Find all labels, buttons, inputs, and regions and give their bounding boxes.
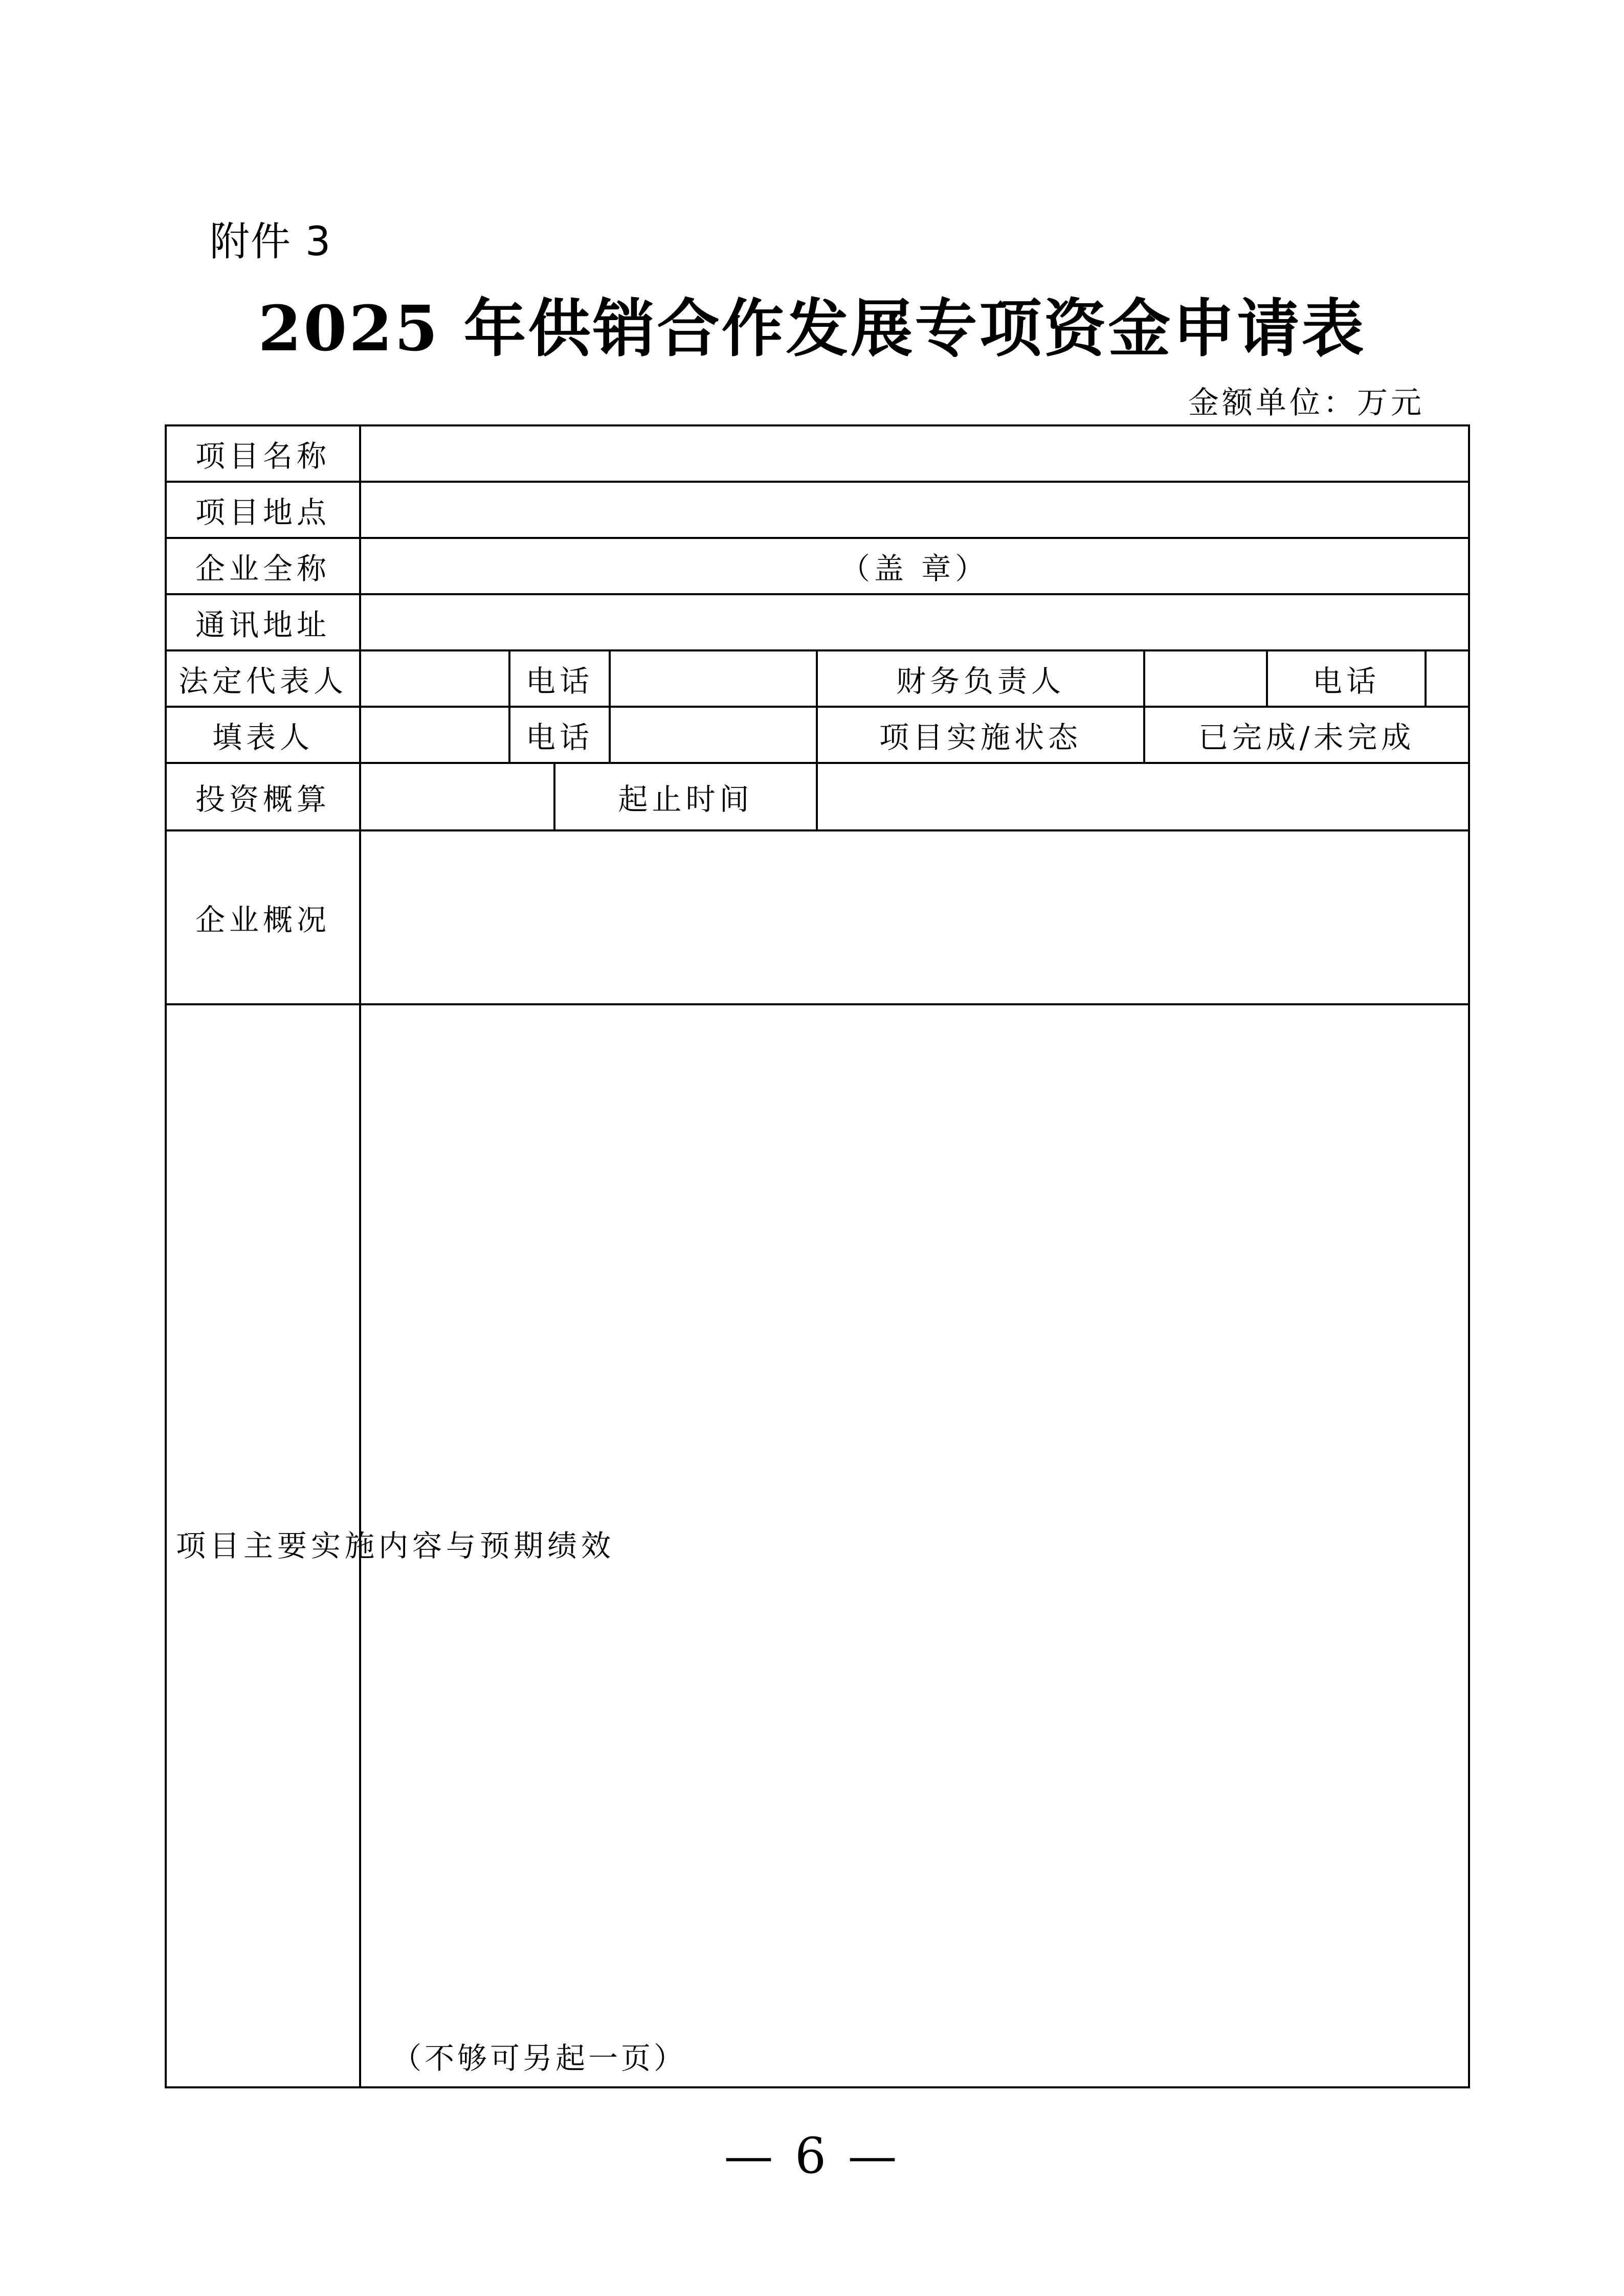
finance-head-label: 财务负责人	[817, 650, 1144, 707]
amount-unit: 金额单位：万元	[1188, 385, 1425, 421]
footnote: （不够可另起一页）	[392, 2041, 687, 2076]
row-investment	[166, 763, 1469, 830]
finance-head-field[interactable]	[1144, 650, 1267, 707]
company-name-field[interactable]: （盖 章）	[360, 538, 1469, 594]
legal-rep-field[interactable]	[360, 650, 509, 707]
attachment-label: 附件 3	[210, 219, 332, 265]
application-form-table	[165, 424, 1470, 2088]
row-company-name	[166, 538, 1469, 594]
investment-field[interactable]	[360, 763, 554, 830]
address-label: 通讯地址	[166, 594, 360, 650]
finance-head-phone-label: 电话	[1267, 650, 1426, 707]
finance-head-phone-field[interactable]	[1426, 650, 1469, 707]
row-main-content	[166, 1004, 1469, 2087]
project-name-field[interactable]	[360, 425, 1469, 482]
row-filler	[166, 707, 1469, 763]
investment-label: 投资概算	[166, 763, 360, 830]
filler-phone-field[interactable]	[610, 707, 817, 763]
filler-label: 填表人	[166, 707, 360, 763]
impl-status-label: 项目实施状态	[817, 707, 1144, 763]
row-company-overview	[166, 830, 1469, 1004]
company-overview-label: 企业概况	[166, 830, 360, 1004]
legal-rep-phone-field[interactable]	[610, 650, 817, 707]
period-label: 起止时间	[554, 763, 817, 830]
company-name-label: 企业全称	[166, 538, 360, 594]
row-legal-rep	[166, 650, 1469, 707]
project-location-field[interactable]	[360, 482, 1469, 538]
address-field[interactable]	[360, 594, 1469, 650]
filler-phone-label: 电话	[509, 707, 610, 763]
legal-rep-phone-label: 电话	[509, 650, 610, 707]
main-content-label: 项目主要实施内容与预期绩效	[166, 1004, 360, 2087]
impl-status-value[interactable]: 已完成/未完成	[1144, 707, 1469, 763]
legal-rep-label: 法定代表人	[166, 650, 360, 707]
main-content-field[interactable]	[360, 1004, 1469, 2087]
row-project-name	[166, 425, 1469, 482]
row-project-location	[166, 482, 1469, 538]
period-field[interactable]	[817, 763, 1469, 830]
project-location-label: 项目地点	[166, 482, 360, 538]
project-name-label: 项目名称	[166, 425, 360, 482]
form-title: 2025 年供销合作发展专项资金申请表	[258, 291, 1366, 365]
row-address	[166, 594, 1469, 650]
filler-field[interactable]	[360, 707, 509, 763]
company-overview-field[interactable]	[360, 830, 1469, 1004]
page-number: — 6 —	[724, 2127, 900, 2185]
